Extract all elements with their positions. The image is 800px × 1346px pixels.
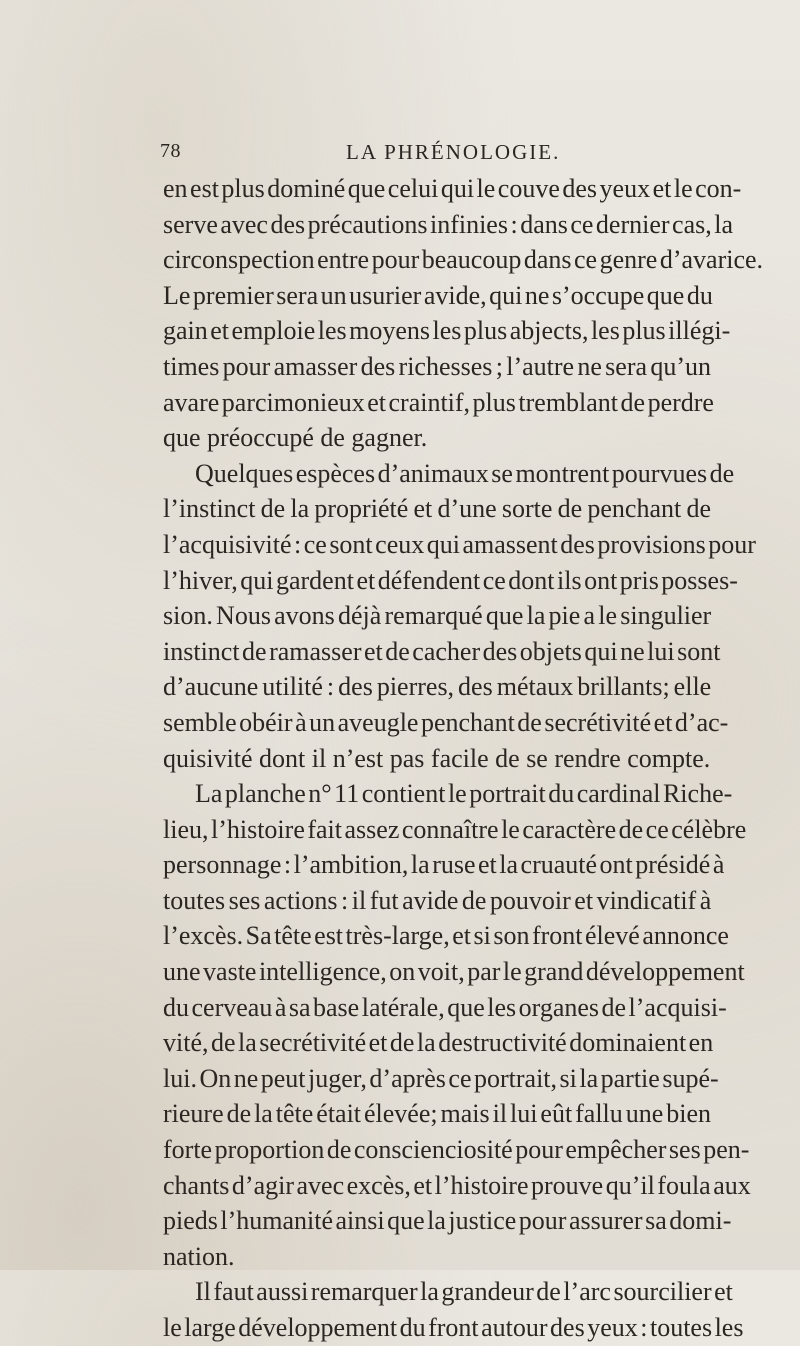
text-line: circonspection entre pour beaucoup dans ce genre d’avarice. (163, 245, 764, 275)
text-line: times pour amasser des richesses ; l’autre ne sera qu’un (163, 351, 711, 381)
text-line: rieure de la tête était élevée; mais il lui eût fallu une bien (163, 1099, 711, 1129)
text-line: nation. (163, 1241, 235, 1271)
body-text (163, 171, 764, 1346)
text-line: personnage : l’ambition, la ruse et la cruauté ont présidé à (163, 850, 725, 880)
text-line: le large développement du front autour des yeux : toutes les (163, 1313, 744, 1342)
text-line: semble obéir à un aveugle penchant de secrétivité et d’ac- (163, 707, 729, 737)
text-line: serve avec des précautions infinies : dans ce dernier cas, la (163, 209, 734, 239)
page-number: 78 (160, 140, 181, 162)
text-line: lieu, l’histoire fait assez connaître le caractère de ce célèbre (163, 814, 747, 844)
text-line: instinct de ramasser et de cacher des objets qui ne lui sont (163, 636, 721, 666)
paragraph-3 (163, 776, 751, 1274)
text-line: l’instinct de la propriété et d’une sorte de penchant de (163, 494, 711, 524)
running-head (160, 140, 708, 170)
text-line: l’excès. Sa tête est très-large, et si son front élevé annonce (163, 921, 729, 951)
text-line: Il faut aussi remarquer la grandeur de l’arc sourcilier et (195, 1277, 733, 1307)
text-line: vité, de la secrétivité et de la destructivité dominaient en (163, 1028, 714, 1058)
paragraph-1 (163, 171, 764, 456)
text-line: d’aucune utilité : des pierres, des métaux brillants; elle (163, 672, 712, 702)
text-line: une vaste intelligence, on voit, par le grand développement (163, 957, 745, 987)
running-title: LA PHRÉNOLOGIE. (346, 140, 561, 164)
text-line: forte proportion de conscienciosité pour empêcher ses pen- (163, 1135, 750, 1165)
text-line: avare parcimonieux et craintif, plus tremblant de perdre (163, 387, 714, 417)
text-line: l’hiver, qui gardent et défendent ce dont ils ont pris posses- (163, 565, 738, 595)
paragraph-4 (163, 1274, 744, 1345)
paragraph-2 (163, 456, 756, 776)
text-line: gain et emploie les moyens les plus abjects, les plus illégi- (163, 316, 731, 346)
text-line: toutes ses actions : il fut avide de pouvoir et vindicatif à (163, 885, 712, 915)
text-line: l’acquisivité : ce sont ceux qui amassent des provisions pour (163, 529, 756, 559)
text-line: du cerveau à sa base latérale, que les organes de l’acquisi- (163, 992, 727, 1022)
text-line: que préoccupé de gagner. (163, 423, 428, 453)
text-line: sion. Nous avons déjà remarqué que la pie a le singulier (163, 601, 712, 631)
text-line: La planche n° 11 contient le portrait du cardinal Riche- (195, 779, 733, 809)
text-line: quisivité dont il n’est pas facile de se rendre compte. (163, 743, 711, 773)
text-line: lui. On ne peut juger, d’après ce portrait, si la partie supé- (163, 1063, 719, 1093)
text-line: en est plus dominé que celui qui le couve des yeux et le con- (163, 174, 742, 203)
text-line: pieds l’humanité ainsi que la justice pour assurer sa domi- (163, 1206, 732, 1236)
text-line: Quelques espèces d’animaux se montrent pourvues de (195, 458, 735, 488)
text-line: Le premier sera un usurier avide, qui ne s’occupe que du (163, 280, 713, 310)
text-line: chants d’agir avec excès, et l’histoire prouve qu’il foula aux (163, 1170, 751, 1200)
